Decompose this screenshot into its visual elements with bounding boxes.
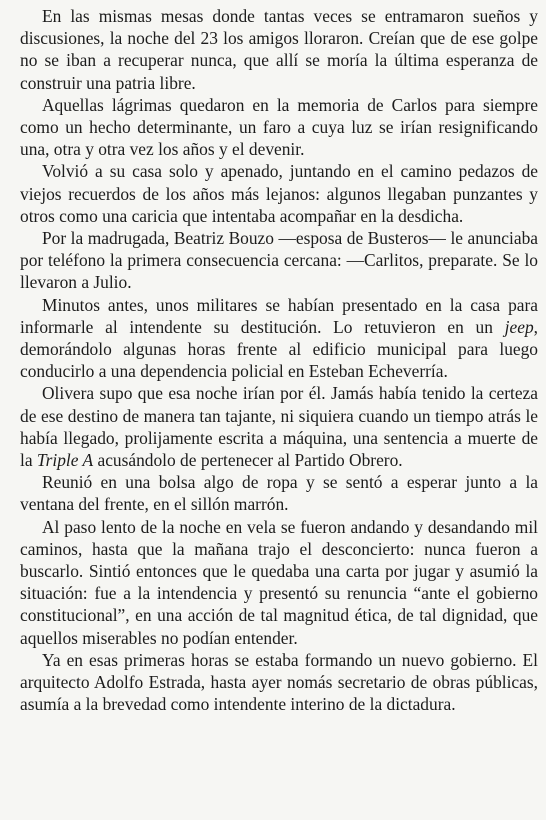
paragraph-4 xyxy=(20,227,538,294)
paragraph-text: Aquellas lágrimas quedaron en la memoria de Carlos para siempre como un hecho determinante, un faro a cuya luz se irían resignificando una, otra y otra vez los años y el devenir. xyxy=(20,94,538,160)
paragraph-text: , demorándolo algunas horas frente al edificio municipal para luego conducirlo a una dependencia policial en Esteban Echeverría. xyxy=(20,316,538,382)
paragraph-text: Reunió en una bolsa algo de ropa y se sentó a esperar junto a la ventana del frente, en el sillón marrón. xyxy=(20,472,538,515)
italic-term: Triple A xyxy=(36,450,94,471)
paragraph-3 xyxy=(20,160,538,227)
paragraph-text: Volvió a su casa solo y apenado, juntando en el camino pedazos de viejos recuerdos de los años más lejanos: algunos llegaban punzantes y otros como una caricia que intentaba acompañar en la desdicha. xyxy=(20,161,538,226)
paragraph-7 xyxy=(20,471,538,515)
paragraph-text: Al paso lento de la noche en vela se fueron andando y desandando mil caminos, hasta que la mañana trajo el desconcierto: nunca fueron a buscarlo. Sintió entonces que le quedaba una carta por jugar y asumió la situación: fue a la intendencia y presentó su renuncia “ante el gobierno constitucional”, en una acción de tal magnitud ética, de tal dignidad, que aquellos miserables no podían entender. xyxy=(20,516,538,648)
paragraph-text: Por la madrugada, Beatriz Bouzo —esposa de Busteros— le anunciaba por teléfono la primera consecuencia cercana: —Carlitos, preparate. Se lo llevaron a Julio. xyxy=(20,228,538,293)
paragraph-1 xyxy=(20,5,538,94)
paragraph-text: Ya en esas primeras horas se estaba formando un nuevo gobierno. El arquitecto Adolfo Estrada, hasta ayer nomás secretario de obras públicas, asumía a la brevedad como intendente interino de la dictadura. xyxy=(20,649,538,715)
paragraph-5 xyxy=(20,294,538,383)
paragraph-text: Minutos antes, unos militares se habían presentado en la casa para informarle al intendente su destitución. Lo retuvieron en un xyxy=(20,294,538,337)
paragraph-8 xyxy=(20,516,538,649)
paragraph-text: acusándolo de pertenecer al Partido Obrero. xyxy=(93,450,403,471)
italic-term: jeep xyxy=(504,316,534,337)
paragraph-text: Olivera supo que esa noche irían por él. Jamás había tenido la certeza de ese destino de manera tan tajante, ni siquiera cuando un tiempo atrás le había llegado, prolijamente escrita a máquina, una sentencia a muerte de la xyxy=(20,383,538,471)
paragraph-2 xyxy=(20,94,538,161)
paragraph-9 xyxy=(20,649,538,716)
paragraph-text: En las mismas mesas donde tantas veces se entramaron sueños y discusiones, la noche del 23 los amigos lloraron. Creían que de ese golpe no se iban a recuperar nunca, que allí se moría la última esperanza de construir una patria libre. xyxy=(20,6,538,93)
paragraph-6 xyxy=(20,382,538,471)
